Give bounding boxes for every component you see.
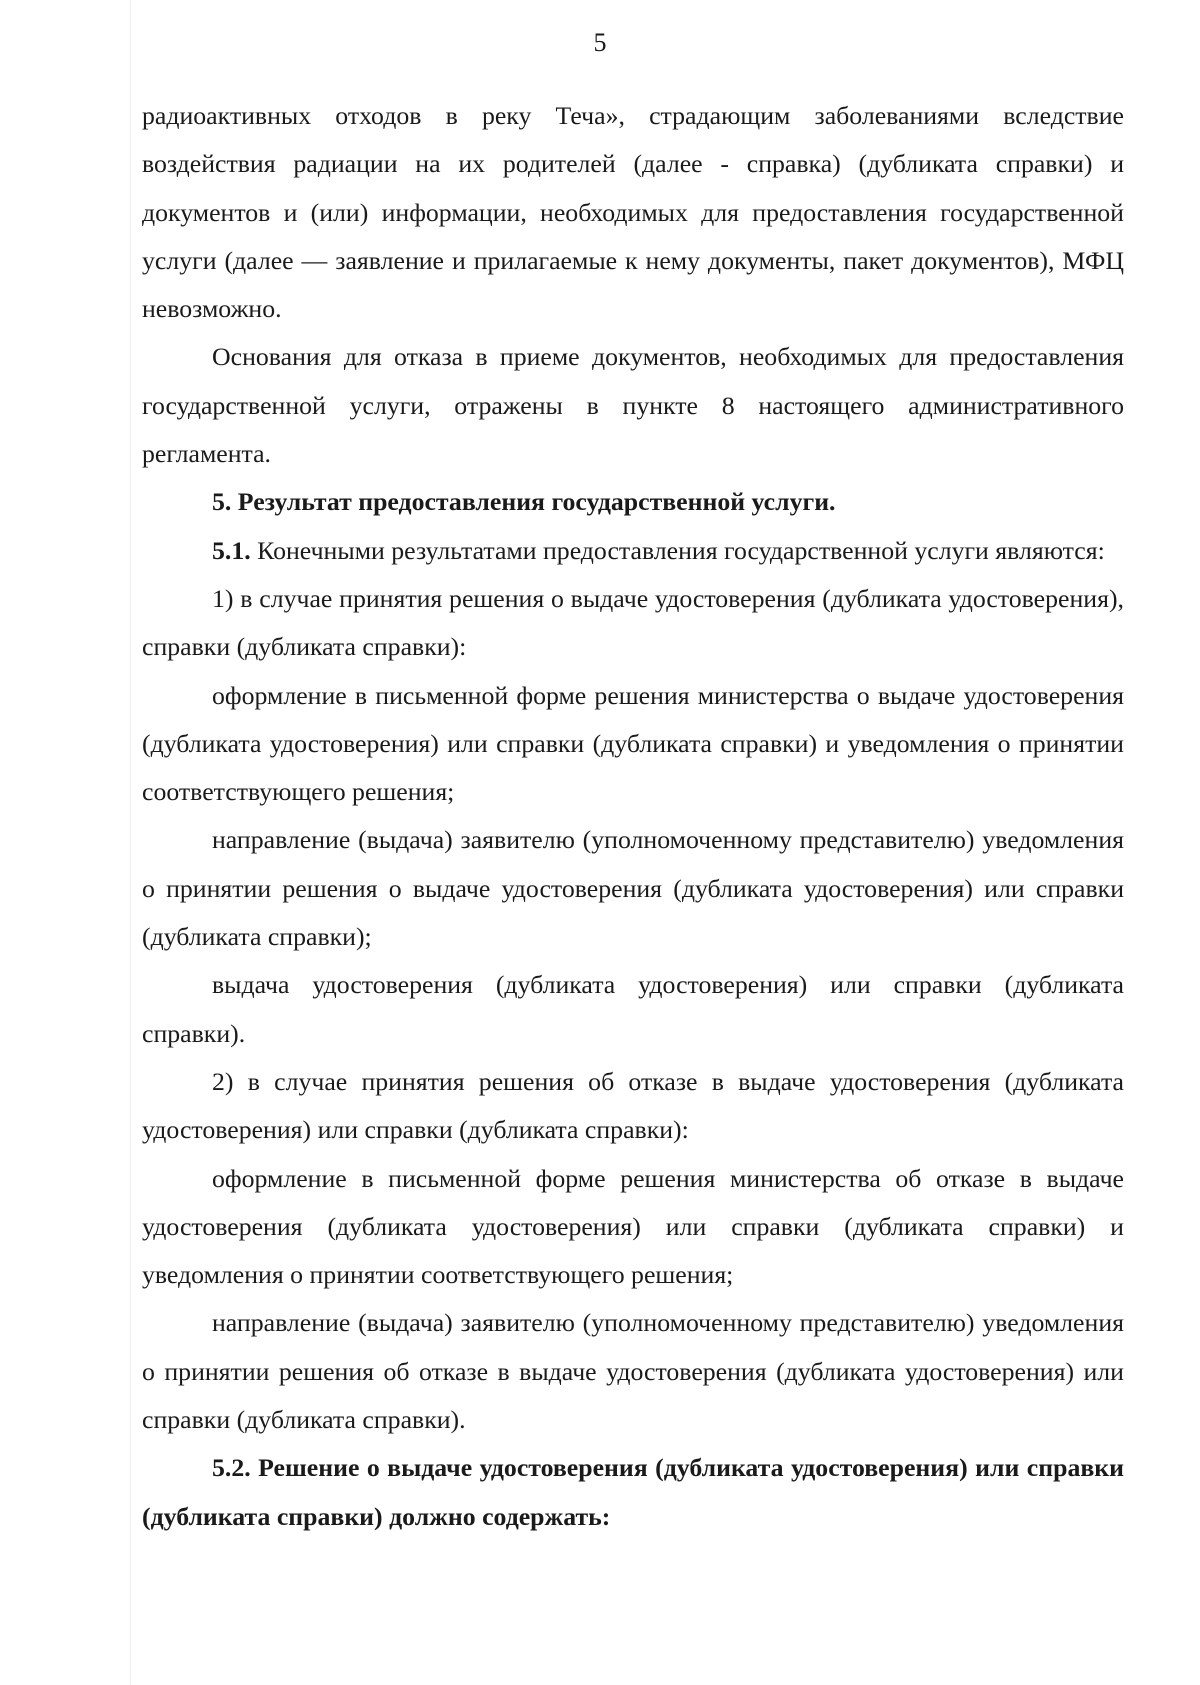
document-body (142, 92, 1124, 1541)
paragraph-continuation: радиоактивных отходов в реку Теча», страдающим заболеваниями вследствие воздействия радиации на их родителей (далее - справка) (дубликата справки) и документов и (или) информации, необходимых для предоставления государственной услуги (далее — заявление и прилагаемые к нему документы, пакет документов), МФЦ невозможно. (142, 101, 1124, 324)
list-item-2: 2) в случае принятия решения об отказе в выдаче удостоверения (дубликата удостоверения) или справки (дубликата справки): (142, 1066, 1124, 1145)
list-item-1: 1) в случае принятия решения о выдаче удостоверения (дубликата удостоверения), справки (дубликата справки): (142, 583, 1124, 662)
clause-number-5-1: 5.1. (212, 535, 251, 565)
paragraph-issue-decision-form: оформление в письменной форме решения министерства о выдаче удостоверения (дубликата удостоверения) или справки (дубликата справки) и уведомления о принятии соответствующего решения; (142, 680, 1124, 807)
clause-text-5-1: Конечными результатами предоставления государственной услуги являются: (250, 535, 1105, 565)
section-heading-5-2: 5.2. Решение о выдаче удостоверения (дубликата удостоверения) или справки (дубликата справки) должно содержать: (142, 1453, 1124, 1531)
paragraph-issue-certificate: выдача удостоверения (дубликата удостоверения) или справки (дубликата справки). (142, 970, 1124, 1048)
section-heading-5: 5. Результат предоставления государственной услуги. (212, 487, 836, 517)
page-number: 5 (593, 28, 607, 57)
paragraph-refusal-grounds: Основания для отказа в приеме документов, необходимых для предоставления государственной услуги, отражены в пункте 8 настоящего административного регламента. (142, 342, 1124, 469)
paragraph-refusal-notification: направление (выдача) заявителю (уполномоченному представителю) уведомления о принятии решения об отказе в выдаче удостоверения (дубликата удостоверения) или справки (дубликата справки). (142, 1308, 1124, 1435)
paragraph-issue-notification: направление (выдача) заявителю (уполномоченному представителю) уведомления о принятии решения о выдаче удостоверения (дубликата удостоверения) или справки (дубликата справки); (142, 825, 1124, 952)
paragraph-refusal-decision-form: оформление в письменной форме решения министерства об отказе в выдаче удостоверения (дубликата удостоверения) или справки (дубликата справки) и уведомления о принятии соответствующего решения; (142, 1163, 1124, 1290)
scan-edge-line (130, 0, 131, 1685)
paragraph-5-1 (142, 527, 1124, 575)
